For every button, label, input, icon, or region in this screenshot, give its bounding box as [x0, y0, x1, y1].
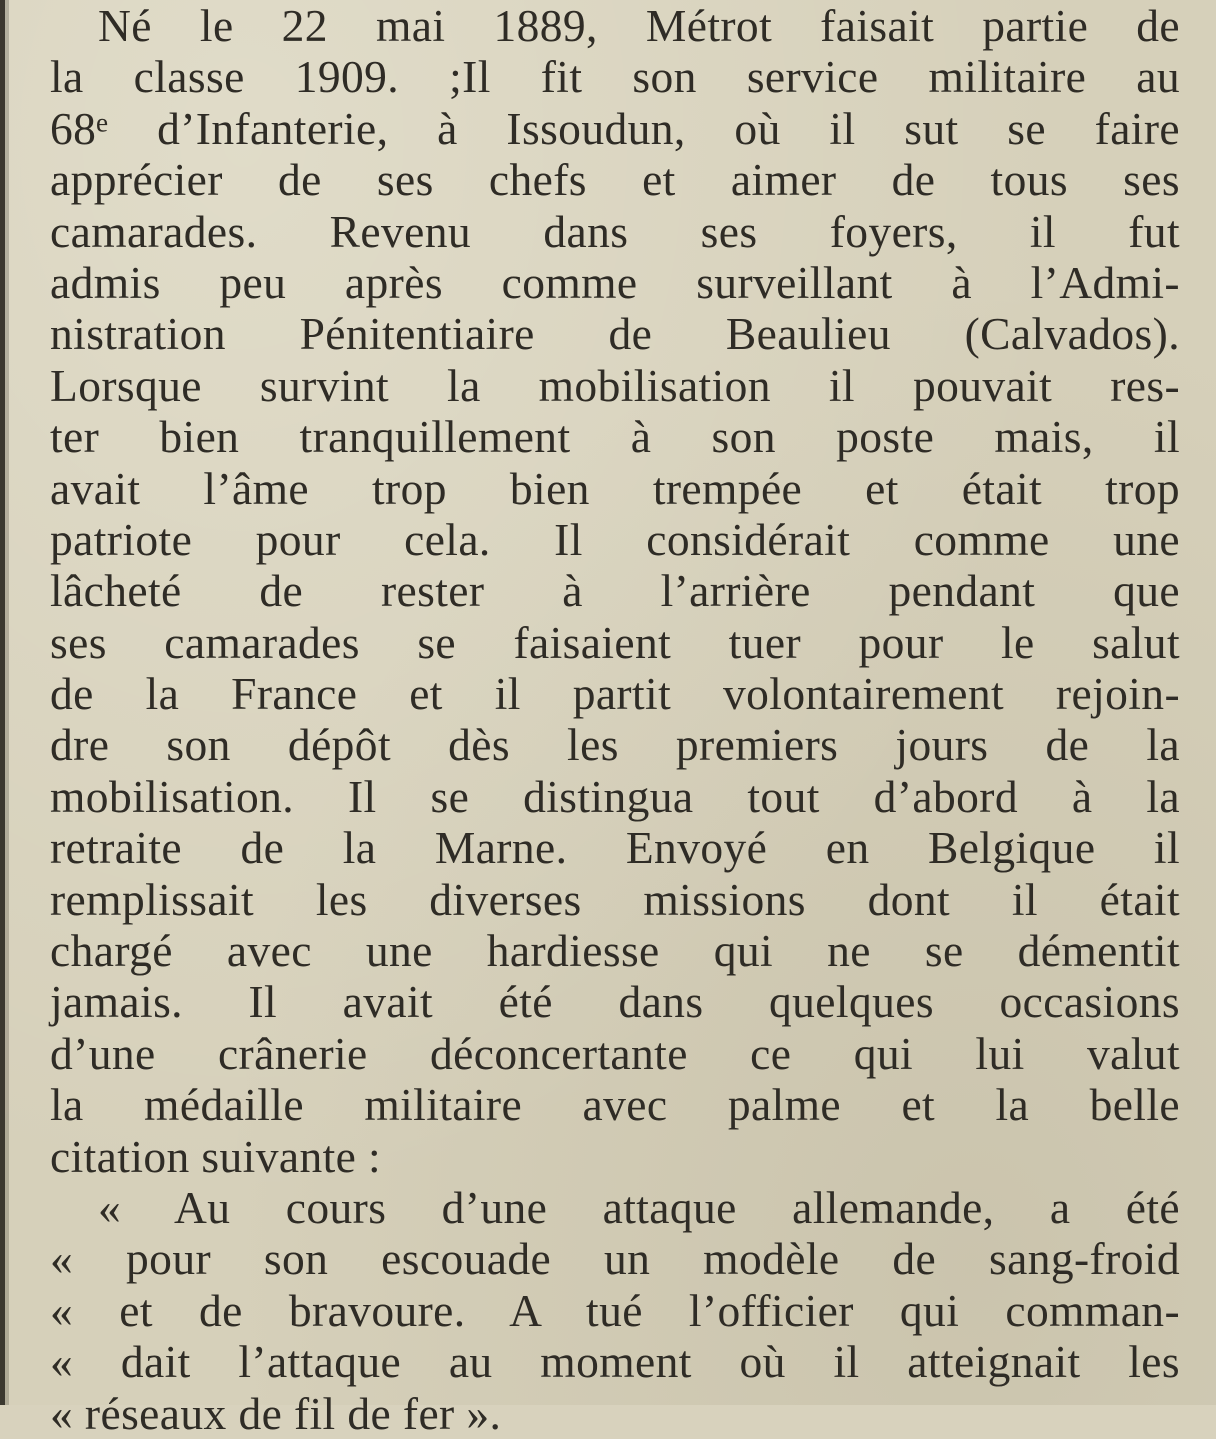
quote-line: « pour son escouade un modèle de sang-froid [50, 1233, 1180, 1285]
text-line: 68ᵉ d’Infanterie, à Issoudun, où il sut se faire [50, 102, 1180, 154]
text-line: ter bien tranquillement à son poste mais, il [50, 411, 1180, 463]
text-line: apprécier de ses chefs et aimer de tous ses [50, 154, 1180, 206]
text-line: Né le 22 mai 1889, Métrot faisait partie de [98, 0, 1180, 51]
text-line: d’une crânerie déconcertante ce qui lui valut [50, 1027, 1180, 1079]
article-text [50, 0, 1180, 1439]
text-line: la classe 1909. ;Il fit son service militaire au [50, 51, 1180, 103]
text-line: camarades. Revenu dans ses foyers, il fut [50, 205, 1180, 257]
column-rule-shadow [5, 0, 9, 1405]
quote-line: « dait l’attaque au moment où il atteignait les [50, 1336, 1180, 1388]
text-line: patriote pour cela. Il considérait comme une [50, 513, 1180, 565]
quote-line: « Au cours d’une attaque allemande, a été [98, 1181, 1180, 1233]
quote-line: « et de bravoure. A tué l’officier qui comman- [50, 1284, 1180, 1336]
text-line: chargé avec une hardiesse qui ne se démentit [50, 925, 1180, 977]
citation-quote [50, 1182, 1180, 1439]
text-line: de la France et il partit volontairement rejoin- [50, 668, 1180, 720]
text-line: citation suivante : [50, 1130, 382, 1182]
text-line: retraite de la Marne. Envoyé en Belgique il [50, 822, 1180, 874]
text-line: mobilisation. Il se distingua tout d’abord à la [50, 770, 1180, 822]
text-line: nistration Pénitentiaire de Beaulieu (Calvados). [50, 308, 1180, 360]
quote-line: « réseaux de fil de fer ». [50, 1387, 502, 1439]
text-line: admis peu après comme surveillant à l’Admi- [50, 256, 1180, 308]
text-line: ses camarades se faisaient tuer pour le salut [50, 616, 1180, 668]
text-line: lâcheté de rester à l’arrière pendant que [50, 565, 1180, 617]
text-line: remplissait les diverses missions dont il était [50, 873, 1180, 925]
text-line: jamais. Il avait été dans quelques occasions [50, 976, 1180, 1028]
text-line: dre son dépôt dès les premiers jours de la [50, 719, 1180, 771]
text-line: avait l’âme trop bien trempée et était trop [50, 462, 1180, 514]
body-paragraph [50, 0, 1180, 1182]
text-line: Lorsque survint la mobilisation il pouvait res- [50, 359, 1180, 411]
text-line: la médaille militaire avec palme et la belle [50, 1079, 1180, 1131]
